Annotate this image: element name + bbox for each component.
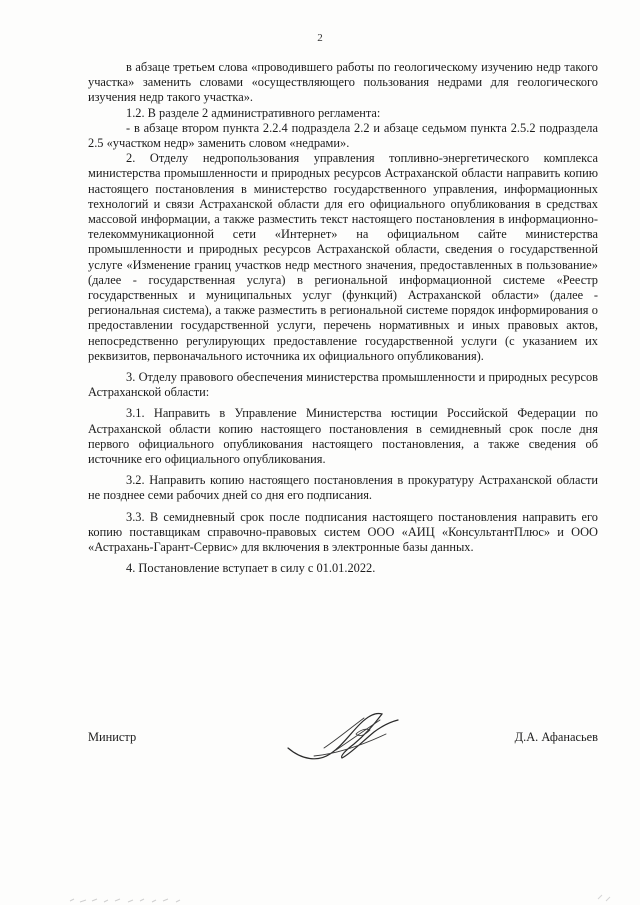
paragraph-3-1: 3.1. Направить в Управление Министерства юстиции Российской Федерации по Астраханской области копию настоящего постановления в семидневный срок после дня первого официального опубликования настоящего постановления, а также сведения об источнике его официального опубликования. <box>88 406 598 467</box>
paragraph-2: 2. Отделу недропользования управления топливно-энергетического комплекса министерства промышленности и природных ресурсов Астраханской области направить копию настоящего постановления в министерство государственного управления, информационных технологий и связи Астраханской области для его официального опубликования в средствах массовой информации, а также разместить текст настоящего постановления в информационно-телекоммуникационной сети «Интернет» на официальном сайте министерства промышленности и природных ресурсов Астраханской области, сведения о государственной услуге «Изменение границ участков недр местного значения, предоставленных в пользование» (далее - государственная услуга) в региональной информационной системе «Реестр государственных и муниципальных услуг (функций) Астраханской области» (далее - региональная система), а также разместить в региональной системе порядок информирования о предоставлении государственной услуги, перечень нормативных и иных правовых актов, непосредственно регулирующих предоставление государственной услуги (с указанием их реквизитов, первоначального источника их официального опубликования). <box>88 151 598 363</box>
scan-edge-noise <box>0 875 640 905</box>
paragraph-4: 4. Постановление вступает в силу с 01.01.2022. <box>126 561 376 576</box>
signatory-name: Д.А. Афанасьев <box>514 730 598 744</box>
page-number: 2 <box>317 32 323 44</box>
document-body <box>88 60 598 577</box>
paragraph-3: 3. Отделу правового обеспечения министерства промышленности и природных ресурсов Астраханской области: <box>88 370 598 400</box>
paragraph-3-2: 3.2. Направить копию настоящего постановления в прокуратуру Астраханской области не позднее семи рабочих дней со дня его подписания. <box>88 473 598 503</box>
signatory-title: Министр <box>88 730 137 744</box>
paragraph-1-2: 1.2. В разделе 2 административного регламента: <box>126 105 381 120</box>
paragraph-amendment-abzac-3: в абзаце третьем слова «проводившего работы по геологическому изучению недр такого участка» заменить словами «осуществляющего пользования недрами для геологического изучения недр такого участка». <box>88 60 598 105</box>
paragraph-3-3: 3.3. В семидневный срок после подписания настоящего постановления направить его копию поставщикам справочно-правовых систем ООО «АИЦ «КонсультантПлюс» и ООО «Астрахань-Гарант-Сервис» для включения в электронные базы данных. <box>88 509 598 555</box>
paragraph-1-2-item: - в абзаце втором пункта 2.2.4 подраздела 2.2 и абзаце седьмом пункта 2.5.2 подраздела 2.5 «участком недр» заменить словом «недрами». <box>88 120 598 151</box>
signature-block <box>88 724 598 814</box>
handwritten-signature <box>284 704 404 770</box>
